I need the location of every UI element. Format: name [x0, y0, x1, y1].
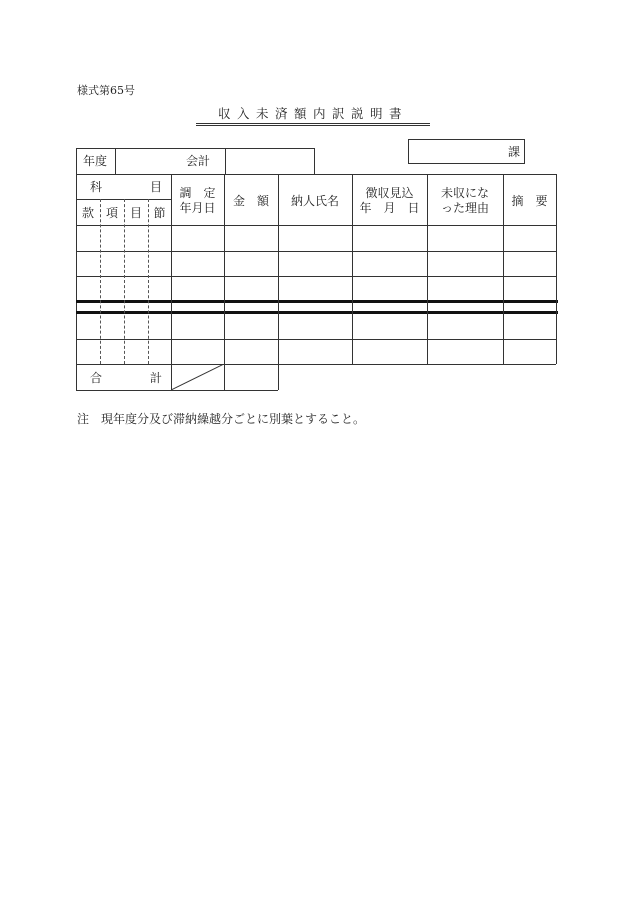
fiscal-year-label: 年度: [83, 154, 108, 168]
total-label-left: 合: [90, 371, 103, 385]
section-suffix-label: 課: [508, 145, 521, 159]
header-forecast-line1: 徴収見込: [365, 186, 414, 200]
header-reason-line2: った理由: [440, 201, 489, 215]
footnote: 注 現年度分及び滞納繰越分ごとに別葉とすること。: [77, 412, 366, 426]
sub-setsu: 節: [153, 206, 166, 220]
header-reason-line1: 未収にな: [440, 186, 489, 200]
header-forecast-line2: 年 月 日: [359, 201, 420, 215]
header-amount: 金 額: [232, 194, 269, 208]
category-label-moku: 目: [150, 180, 163, 194]
header-assessment-line2: 年月日: [179, 201, 216, 215]
total-label-right: 計: [150, 371, 163, 385]
sub-moku: 目: [129, 206, 142, 220]
header-remarks: 摘 要: [511, 194, 548, 208]
total-diagonal: [171, 364, 224, 390]
total-amount-cell[interactable]: [225, 365, 277, 389]
sub-kou: 項: [105, 206, 118, 220]
header-payer-name: 納人氏名: [290, 194, 339, 208]
category-label-ka: 科: [90, 180, 103, 194]
header-assessment-line1: 調 定: [179, 186, 216, 200]
document-title: 収入未済額内訳説明書: [196, 104, 430, 126]
form-number: 様式第65号: [77, 84, 135, 97]
account-label: 会計: [186, 154, 211, 168]
sub-kan: 款: [81, 206, 94, 220]
